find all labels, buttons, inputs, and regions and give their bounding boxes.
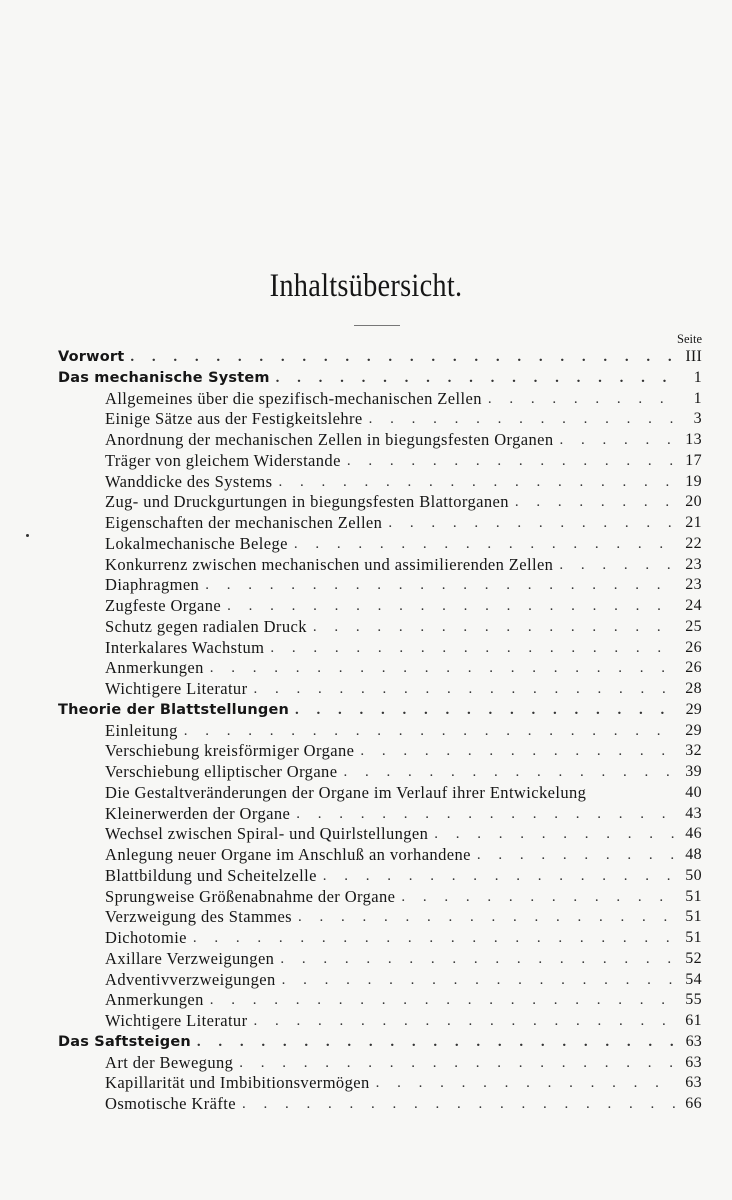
toc-entry <box>105 804 702 824</box>
dot-leader <box>184 721 676 741</box>
toc-entry <box>105 472 702 492</box>
entry-page-number: 26 <box>685 659 702 677</box>
entry-page-number: 24 <box>685 597 702 614</box>
toc-entry <box>105 845 702 865</box>
dot-leader <box>239 1053 676 1073</box>
paper-speck <box>26 534 29 537</box>
toc-entry <box>105 970 702 990</box>
dot-leader <box>313 617 676 637</box>
toc-entry <box>105 1073 702 1093</box>
entry-page-number: 54 <box>685 970 702 988</box>
entry-label: Anmerkungen <box>105 990 204 1010</box>
dot-leader <box>294 534 676 554</box>
dot-leader <box>193 928 676 948</box>
entry-label: Verschiebung elliptischer Organe <box>105 762 338 781</box>
toc-entry <box>105 990 702 1010</box>
entry-label: Anlegung neuer Organe im Anschluß an vorhandene <box>105 845 471 864</box>
entry-page-number: 55 <box>685 991 702 1009</box>
entry-label: Osmotische Kräfte <box>105 1094 236 1113</box>
dot-leader <box>270 638 676 658</box>
toc-entry <box>105 928 702 948</box>
entry-label: Art der Bewegung <box>105 1052 234 1072</box>
entry-label: Verzweigung des Stammes <box>105 907 292 927</box>
entry-page-number: 3 <box>693 410 702 428</box>
entry-page-number: 61 <box>685 1012 702 1029</box>
toc-entry <box>105 658 702 678</box>
dot-leader <box>130 347 676 367</box>
toc-entry <box>105 617 702 637</box>
toc-entry <box>105 555 702 575</box>
entry-label: Blattbildung und Scheitelzelle <box>105 865 317 885</box>
entry-page-number: 51 <box>685 929 702 946</box>
toc-entry <box>105 887 702 907</box>
entry-label: Verschiebung kreisförmiger Organe <box>105 741 355 761</box>
entry-label: Träger von gleichem Widerstande <box>105 450 341 470</box>
toc-entry <box>105 679 702 699</box>
entry-label: Sprungweise Größenabnahme der Organe <box>105 886 396 906</box>
entry-page-number: 29 <box>685 721 702 739</box>
toc-entry <box>105 409 702 429</box>
entry-page-number: 26 <box>685 638 702 656</box>
entry-label: Adventivverzweigungen <box>105 969 276 989</box>
entry-page-number: 46 <box>685 825 702 843</box>
entry-label: Wichtigere Literatur <box>105 1011 248 1030</box>
entry-label: Allgemeines über die spezifisch-mechanischen Zellen <box>105 388 482 408</box>
entry-page-number: 19 <box>685 472 702 490</box>
toc-entry <box>105 762 702 782</box>
entry-label: Diaphragmen <box>105 575 200 595</box>
toc-section-entry <box>58 347 702 367</box>
entry-label: Anmerkungen <box>105 658 204 678</box>
toc-entry <box>105 638 702 658</box>
toc-entry <box>105 492 702 512</box>
entry-label: Vorwort <box>58 349 125 365</box>
dot-leader <box>343 762 676 782</box>
dot-leader <box>197 1032 676 1052</box>
entry-label: Theorie der Blattstellungen <box>58 701 290 718</box>
toc-entry <box>105 534 702 554</box>
entry-page-number: 51 <box>685 908 702 926</box>
entry-page-number: 23 <box>685 576 702 594</box>
entry-page-number: 21 <box>685 514 702 531</box>
dot-leader <box>227 596 676 616</box>
dot-leader <box>242 1094 676 1114</box>
entry-label: Zugfeste Organe <box>105 596 222 615</box>
dot-leader <box>278 472 676 492</box>
entry-label: Das Saftsteigen <box>58 1033 191 1050</box>
toc-entry <box>105 741 702 761</box>
dot-leader <box>253 679 676 699</box>
entry-label: Zug- und Druckgurtungen in biegungsfesten Blattorganen <box>105 492 509 512</box>
entry-label: Dichotomie <box>105 928 187 947</box>
entry-page-number: 32 <box>685 742 702 760</box>
entry-label: Einige Sätze aus der Festigkeitslehre <box>105 409 363 429</box>
entry-page-number: 25 <box>685 617 702 635</box>
entry-page-number: 23 <box>685 555 702 573</box>
entry-page-number: 63 <box>685 1074 702 1092</box>
dot-leader <box>376 1073 676 1093</box>
entry-page-number: 52 <box>685 949 702 967</box>
entry-label: Eigenschaften der mechanischen Zellen <box>105 513 383 532</box>
entry-page-number: 29 <box>685 700 702 718</box>
entry-page-number: 39 <box>685 763 702 780</box>
toc-entry <box>105 575 702 595</box>
entry-page-number: 13 <box>685 431 702 448</box>
dot-leader <box>559 555 676 575</box>
toc-entry <box>105 1053 702 1073</box>
toc-entry <box>105 949 702 969</box>
entry-page-number: 63 <box>685 1032 702 1050</box>
dot-leader <box>369 409 676 429</box>
entry-page-number: 40 <box>685 783 702 801</box>
dot-leader <box>210 658 676 678</box>
dot-leader <box>515 492 676 512</box>
entry-page-number: 51 <box>685 887 702 905</box>
toc-entry <box>105 783 702 803</box>
title-divider <box>354 325 400 326</box>
dot-leader <box>323 866 676 886</box>
entry-label: Lokalmechanische Belege <box>105 533 288 553</box>
dot-leader <box>347 451 676 471</box>
toc-section-entry <box>58 700 702 720</box>
toc-section-entry <box>58 1032 702 1052</box>
entry-page-number: 28 <box>685 680 702 697</box>
entry-label: Wechsel zwischen Spiral- und Quirlstellungen <box>105 824 429 844</box>
entry-label: Schutz gegen radialen Druck <box>105 616 307 636</box>
dot-leader <box>282 970 676 990</box>
dot-leader <box>296 804 676 824</box>
entry-label: Interkalares Wachstum <box>105 637 265 657</box>
toc-entry <box>105 907 702 927</box>
toc-section-entry <box>58 368 702 388</box>
dot-leader <box>360 741 676 761</box>
dot-leader <box>434 824 676 844</box>
entry-label: Kleinerwerden der Organe <box>105 803 291 823</box>
entry-label: Wanddicke des Systems <box>105 471 273 491</box>
toc-entry <box>105 451 702 471</box>
toc-entry <box>105 866 702 886</box>
toc-entry <box>105 389 702 409</box>
entry-page-number: 17 <box>685 451 702 469</box>
entry-page-number: 66 <box>685 1095 702 1112</box>
entry-page-number: 22 <box>685 534 702 552</box>
dot-leader <box>298 907 676 927</box>
entry-label: Die Gestaltveränderungen der Organe im Verlauf ihrer Entwickelung <box>105 782 587 802</box>
dot-leader <box>253 1011 676 1031</box>
toc-entry <box>105 596 702 616</box>
entry-label: Kapillarität und Imbibitionsvermögen <box>105 1073 370 1093</box>
toc-entry <box>105 1011 702 1031</box>
entry-page-number: 1 <box>693 368 702 386</box>
entry-label: Wichtigere Literatur <box>105 679 248 698</box>
entry-label: Einleitung <box>105 720 178 740</box>
toc-entry <box>105 824 702 844</box>
entry-label: Axillare Verzweigungen <box>105 948 275 968</box>
entry-page-number: 48 <box>685 846 702 863</box>
toc-entry <box>105 513 702 533</box>
dot-leader <box>560 430 677 450</box>
entry-page-number: 1 <box>693 389 702 407</box>
entry-page-number: 20 <box>685 493 702 511</box>
entry-page-number: 43 <box>685 804 702 822</box>
dot-leader <box>477 845 676 865</box>
dot-leader <box>488 389 676 409</box>
dot-leader <box>388 513 676 533</box>
dot-leader <box>210 990 676 1010</box>
entry-label: Das mechanische System <box>58 369 270 386</box>
toc-entry <box>105 430 702 450</box>
entry-label: Konkurrenz zwischen mechanischen und assimilierenden Zellen <box>105 554 554 574</box>
dot-leader <box>295 700 676 720</box>
dot-leader <box>401 887 676 907</box>
page-column-label: Seite <box>677 332 702 346</box>
page-title: Inhaltsübersicht. <box>269 268 463 304</box>
entry-page-number: III <box>685 348 702 365</box>
dot-leader <box>280 949 676 969</box>
dot-leader <box>276 368 676 388</box>
toc-entry <box>105 1094 702 1114</box>
entry-label: Anordnung der mechanischen Zellen in biegungsfesten Organen <box>105 430 554 449</box>
dot-leader <box>205 575 676 595</box>
entry-page-number: 50 <box>685 866 702 884</box>
toc-entry <box>105 721 702 741</box>
entry-page-number: 63 <box>685 1053 702 1071</box>
